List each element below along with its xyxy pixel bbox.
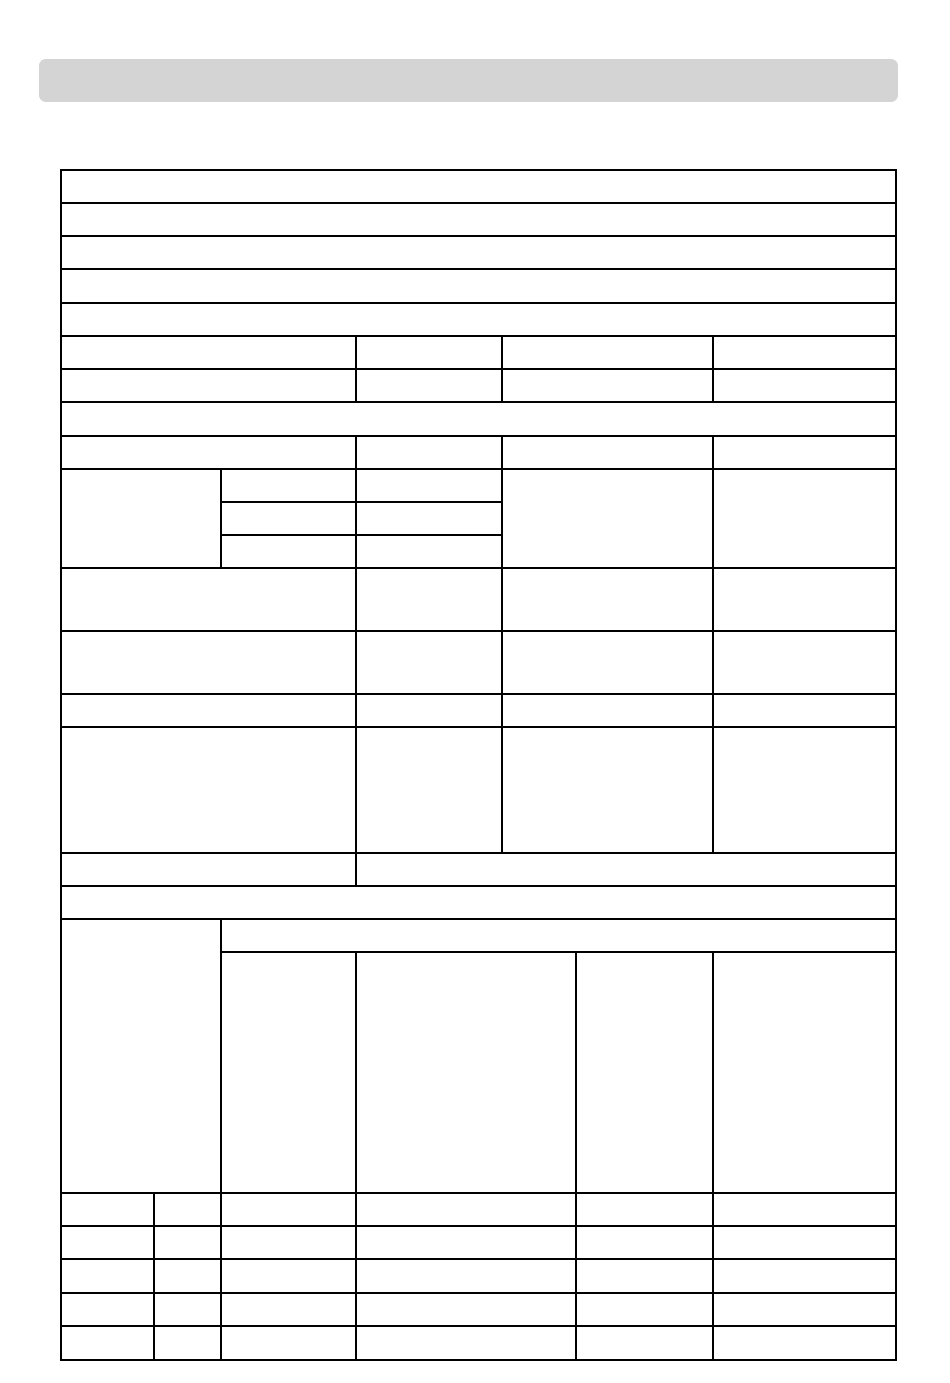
form-outer-border — [61, 169, 896, 1361]
form-column-dividers-lower — [154, 919, 713, 1361]
form-row-dividers — [61, 203, 896, 1326]
form-column-dividers-upper — [221, 336, 713, 886]
